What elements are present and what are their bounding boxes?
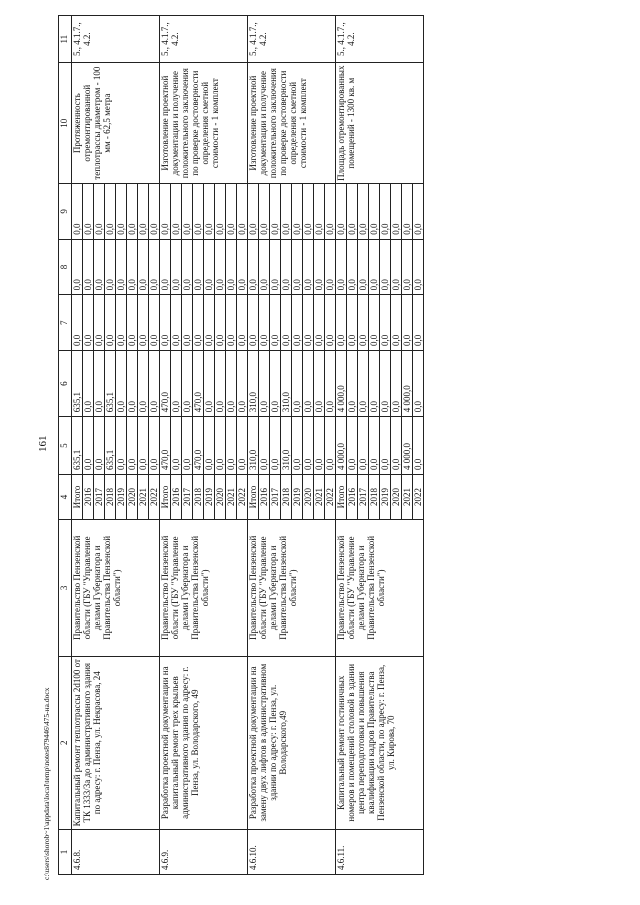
year-cell: 2020 <box>127 474 138 519</box>
value-cell: 0,0 <box>127 351 138 417</box>
value-cell: 0,0 <box>149 351 160 417</box>
value-cell: 0,0 <box>83 239 94 295</box>
value-cell: 0,0 <box>347 184 358 240</box>
value-cell: 0,0 <box>83 184 94 240</box>
value-cell: 0,0 <box>171 351 182 417</box>
year-cell: 2016 <box>171 474 182 519</box>
header-cell: 3 <box>59 520 72 657</box>
value-cell: 0,0 <box>149 295 160 351</box>
header-cell: 2 <box>59 656 72 829</box>
value-cell: 0,0 <box>160 239 171 295</box>
item-executor: Правительство Пензенской области (ГБУ "Управление делами Губернатора и Правительства Пензенской области") <box>248 520 336 657</box>
value-cell: 470,0 <box>193 417 204 475</box>
year-cell: 2020 <box>303 474 314 519</box>
item-executor: Правительство Пензенской области (ГБУ "Управление делами Губернатора и Правительства Пензенской области") <box>160 520 248 657</box>
year-cell: 2017 <box>358 474 369 519</box>
value-cell: 0,0 <box>94 295 105 351</box>
value-cell: 470,0 <box>160 351 171 417</box>
year-cell: 2022 <box>325 474 336 519</box>
value-cell: 0,0 <box>413 417 424 475</box>
value-cell: 0,0 <box>116 239 127 295</box>
value-cell: 0,0 <box>94 351 105 417</box>
value-cell: 0,0 <box>138 239 149 295</box>
value-cell: 0,0 <box>237 351 248 417</box>
value-cell: 0,0 <box>72 239 83 295</box>
item-indicator: Протяженность отремонтированной теплотрассы диаметром - 100 мм - 62,5 метра <box>72 63 160 184</box>
value-cell: 0,0 <box>391 184 402 240</box>
table-row <box>72 16 83 875</box>
year-cell: 2016 <box>347 474 358 519</box>
value-cell: 0,0 <box>391 239 402 295</box>
value-cell: 0,0 <box>281 239 292 295</box>
value-cell: 0,0 <box>369 295 380 351</box>
value-cell: 0,0 <box>325 184 336 240</box>
item-indicator: Площадь отремонтированных помещений - 1300 кв. м <box>336 63 424 184</box>
header-row <box>59 16 72 875</box>
value-cell: 0,0 <box>226 239 237 295</box>
value-cell: 0,0 <box>391 351 402 417</box>
value-cell: 0,0 <box>347 295 358 351</box>
value-cell: 0,0 <box>204 351 215 417</box>
item-reference: 5., 4.1.7., 4.2. <box>72 16 160 63</box>
value-cell: 0,0 <box>292 351 303 417</box>
page-number: 161 <box>37 435 49 452</box>
value-cell: 0,0 <box>193 239 204 295</box>
value-cell: 0,0 <box>413 295 424 351</box>
value-cell: 0,0 <box>303 295 314 351</box>
year-cell: Итого <box>248 474 259 519</box>
value-cell: 0,0 <box>182 417 193 475</box>
value-cell: 0,0 <box>138 417 149 475</box>
value-cell: 4 000,0 <box>336 351 347 417</box>
header-cell: 5 <box>59 417 72 475</box>
item-executor: Правительство Пензенской области (ГБУ "Управление делами Губернатора и Правительства Пензенской области") <box>336 520 424 657</box>
value-cell: 0,0 <box>270 417 281 475</box>
value-cell: 0,0 <box>116 351 127 417</box>
value-cell: 4 000,0 <box>402 351 413 417</box>
value-cell: 0,0 <box>160 295 171 351</box>
value-cell: 0,0 <box>160 184 171 240</box>
value-cell: 0,0 <box>380 239 391 295</box>
value-cell: 0,0 <box>259 351 270 417</box>
year-cell: 2018 <box>193 474 204 519</box>
year-cell: 2016 <box>259 474 270 519</box>
value-cell: 0,0 <box>259 239 270 295</box>
value-cell: 0,0 <box>226 184 237 240</box>
value-cell: 0,0 <box>358 417 369 475</box>
table-body <box>72 16 424 875</box>
value-cell: 0,0 <box>358 184 369 240</box>
value-cell: 0,0 <box>358 295 369 351</box>
value-cell: 0,0 <box>182 239 193 295</box>
value-cell: 0,0 <box>314 184 325 240</box>
value-cell: 0,0 <box>226 417 237 475</box>
header-cell: 7 <box>59 295 72 351</box>
table-row <box>160 16 171 875</box>
value-cell: 0,0 <box>182 295 193 351</box>
item-name: Разработка проектной документации на капитальный ремонт трех крыльев административного здания по адресу: г. Пенза, ул. Володарского, 49 <box>160 656 248 829</box>
value-cell: 0,0 <box>138 351 149 417</box>
value-cell: 0,0 <box>358 239 369 295</box>
value-cell: 0,0 <box>215 295 226 351</box>
value-cell: 0,0 <box>303 184 314 240</box>
value-cell: 0,0 <box>314 295 325 351</box>
value-cell: 635,1 <box>72 351 83 417</box>
file-path-footer: c:\users\shorob~1\appdata\local\temp\notes879446\475-на.docx <box>42 687 51 880</box>
year-cell: 2017 <box>270 474 281 519</box>
year-cell: 2022 <box>237 474 248 519</box>
header-cell: 11 <box>59 16 72 63</box>
value-cell: 0,0 <box>325 295 336 351</box>
value-cell: 0,0 <box>380 295 391 351</box>
year-cell: Итого <box>336 474 347 519</box>
item-name: Капитальный ремонт теплотрассы 2d100 от ТК 1333/3а до административного здания по адресу: г. Пенза, ул. Некрасова, 24 <box>72 656 160 829</box>
value-cell: 0,0 <box>83 295 94 351</box>
value-cell: 0,0 <box>259 184 270 240</box>
item-name: Разработка проектной документации на замену двух лифтов в административном здании по адресу: г. Пенза, ул. Володарского,49 <box>248 656 336 829</box>
value-cell: 0,0 <box>215 351 226 417</box>
value-cell: 0,0 <box>336 239 347 295</box>
value-cell: 0,0 <box>281 184 292 240</box>
year-cell: 2018 <box>281 474 292 519</box>
value-cell: 310,0 <box>281 351 292 417</box>
value-cell: 310,0 <box>281 417 292 475</box>
value-cell: 0,0 <box>204 184 215 240</box>
value-cell: 310,0 <box>248 351 259 417</box>
value-cell: 0,0 <box>72 184 83 240</box>
value-cell: 0,0 <box>127 295 138 351</box>
value-cell: 0,0 <box>369 184 380 240</box>
year-cell: 2020 <box>391 474 402 519</box>
value-cell: 0,0 <box>303 351 314 417</box>
header-cell: 1 <box>59 829 72 874</box>
value-cell: 635,1 <box>105 417 116 475</box>
value-cell: 310,0 <box>248 417 259 475</box>
value-cell: 0,0 <box>127 184 138 240</box>
header-cell: 9 <box>59 184 72 240</box>
year-cell: 2019 <box>116 474 127 519</box>
value-cell: 0,0 <box>127 239 138 295</box>
value-cell: 0,0 <box>72 295 83 351</box>
value-cell: 0,0 <box>336 295 347 351</box>
year-cell: 2016 <box>83 474 94 519</box>
value-cell: 470,0 <box>160 417 171 475</box>
value-cell: 0,0 <box>314 239 325 295</box>
value-cell: 0,0 <box>248 239 259 295</box>
value-cell: 0,0 <box>204 417 215 475</box>
value-cell: 0,0 <box>149 239 160 295</box>
value-cell: 0,0 <box>116 295 127 351</box>
item-number: 4.6.10. <box>248 829 336 874</box>
year-cell: 2018 <box>369 474 380 519</box>
value-cell: 0,0 <box>347 417 358 475</box>
value-cell: 0,0 <box>94 239 105 295</box>
value-cell: 0,0 <box>94 417 105 475</box>
table-row <box>336 16 347 875</box>
value-cell: 0,0 <box>270 351 281 417</box>
value-cell: 0,0 <box>325 351 336 417</box>
value-cell: 0,0 <box>413 239 424 295</box>
year-cell: 2021 <box>402 474 413 519</box>
value-cell: 0,0 <box>182 351 193 417</box>
item-indicator: Изготовление проектной документации и получение положительного заключения по проверке достоверности определения сметной стоимости - 1 комплект <box>248 63 336 184</box>
value-cell: 0,0 <box>292 295 303 351</box>
value-cell: 0,0 <box>248 184 259 240</box>
item-number: 4.6.9. <box>160 829 248 874</box>
value-cell: 0,0 <box>402 295 413 351</box>
year-cell: Итого <box>160 474 171 519</box>
value-cell: 0,0 <box>281 295 292 351</box>
header-cell: 4 <box>59 474 72 519</box>
value-cell: 0,0 <box>369 417 380 475</box>
value-cell: 0,0 <box>303 239 314 295</box>
item-number: 4.6.8. <box>72 829 160 874</box>
value-cell: 635,1 <box>72 417 83 475</box>
value-cell: 0,0 <box>193 295 204 351</box>
value-cell: 0,0 <box>347 239 358 295</box>
value-cell: 0,0 <box>215 239 226 295</box>
value-cell: 0,0 <box>380 184 391 240</box>
value-cell: 470,0 <box>193 351 204 417</box>
value-cell: 0,0 <box>193 184 204 240</box>
item-name: Капитальный ремонт гостиничных номеров и помещений столовой в здании центра переподготовки и повышения квалификации кадров Правительства Пензенской области, по адресу: г. Пенза, ул. Кирова, 70 <box>336 656 424 829</box>
value-cell: 0,0 <box>292 239 303 295</box>
value-cell: 0,0 <box>171 184 182 240</box>
value-cell: 0,0 <box>248 295 259 351</box>
value-cell: 0,0 <box>314 417 325 475</box>
value-cell: 0,0 <box>237 295 248 351</box>
value-cell: 0,0 <box>215 184 226 240</box>
item-reference: 5., 4.1.7., 4.2. <box>248 16 336 63</box>
value-cell: 0,0 <box>391 295 402 351</box>
value-cell: 0,0 <box>292 417 303 475</box>
value-cell: 0,0 <box>83 417 94 475</box>
year-cell: 2019 <box>292 474 303 519</box>
value-cell: 0,0 <box>237 239 248 295</box>
value-cell: 0,0 <box>380 417 391 475</box>
year-cell: 2020 <box>215 474 226 519</box>
value-cell: 0,0 <box>127 417 138 475</box>
value-cell: 0,0 <box>413 351 424 417</box>
item-reference: 5., 4.1.7., 4.2. <box>336 16 424 63</box>
value-cell: 0,0 <box>347 351 358 417</box>
value-cell: 0,0 <box>314 351 325 417</box>
value-cell: 0,0 <box>270 184 281 240</box>
year-cell: 2017 <box>182 474 193 519</box>
item-executor: Правительство Пензенской области (ГБУ "Управление делами Губернатора и Правительства Пензенской области") <box>72 520 160 657</box>
value-cell: 0,0 <box>292 184 303 240</box>
header-cell: 10 <box>59 63 72 184</box>
year-cell: Итого <box>72 474 83 519</box>
value-cell: 0,0 <box>391 417 402 475</box>
year-cell: 2019 <box>204 474 215 519</box>
year-cell: 2022 <box>413 474 424 519</box>
value-cell: 0,0 <box>380 351 391 417</box>
value-cell: 0,0 <box>182 184 193 240</box>
value-cell: 0,0 <box>336 184 347 240</box>
header-cell: 6 <box>59 351 72 417</box>
table-row <box>248 16 259 875</box>
value-cell: 0,0 <box>171 239 182 295</box>
value-cell: 0,0 <box>204 239 215 295</box>
value-cell: 0,0 <box>149 417 160 475</box>
header-cell: 8 <box>59 239 72 295</box>
value-cell: 0,0 <box>270 239 281 295</box>
value-cell: 4 000,0 <box>336 417 347 475</box>
year-cell: 2018 <box>105 474 116 519</box>
value-cell: 0,0 <box>259 295 270 351</box>
value-cell: 4 000,0 <box>402 417 413 475</box>
program-table <box>58 15 424 875</box>
value-cell: 0,0 <box>237 417 248 475</box>
value-cell: 0,0 <box>402 239 413 295</box>
value-cell: 0,0 <box>303 417 314 475</box>
year-cell: 2021 <box>138 474 149 519</box>
value-cell: 0,0 <box>105 184 116 240</box>
item-reference: 5., 4.1.7., 4.2. <box>160 16 248 63</box>
year-cell: 2021 <box>226 474 237 519</box>
value-cell: 0,0 <box>105 239 116 295</box>
year-cell: 2017 <box>94 474 105 519</box>
value-cell: 0,0 <box>116 184 127 240</box>
value-cell: 0,0 <box>226 351 237 417</box>
value-cell: 0,0 <box>325 239 336 295</box>
value-cell: 0,0 <box>171 417 182 475</box>
value-cell: 0,0 <box>226 295 237 351</box>
value-cell: 0,0 <box>171 295 182 351</box>
rotated-table-container <box>58 15 603 875</box>
item-indicator: Изготовление проектной документации и получение положительного заключения по проверке достоверности определения сметной стоимости - 1 комплект <box>160 63 248 184</box>
year-cell: 2019 <box>380 474 391 519</box>
value-cell: 0,0 <box>270 295 281 351</box>
value-cell: 0,0 <box>237 184 248 240</box>
value-cell: 0,0 <box>116 417 127 475</box>
value-cell: 0,0 <box>413 184 424 240</box>
value-cell: 0,0 <box>138 184 149 240</box>
value-cell: 0,0 <box>138 295 149 351</box>
value-cell: 0,0 <box>215 417 226 475</box>
value-cell: 0,0 <box>204 295 215 351</box>
value-cell: 0,0 <box>83 351 94 417</box>
value-cell: 635,1 <box>105 351 116 417</box>
value-cell: 0,0 <box>149 184 160 240</box>
value-cell: 0,0 <box>259 417 270 475</box>
value-cell: 0,0 <box>402 184 413 240</box>
value-cell: 0,0 <box>369 351 380 417</box>
value-cell: 0,0 <box>325 417 336 475</box>
year-cell: 2021 <box>314 474 325 519</box>
year-cell: 2022 <box>149 474 160 519</box>
value-cell: 0,0 <box>369 239 380 295</box>
value-cell: 0,0 <box>105 295 116 351</box>
value-cell: 0,0 <box>94 184 105 240</box>
item-number: 4.6.11. <box>336 829 424 874</box>
value-cell: 0,0 <box>358 351 369 417</box>
